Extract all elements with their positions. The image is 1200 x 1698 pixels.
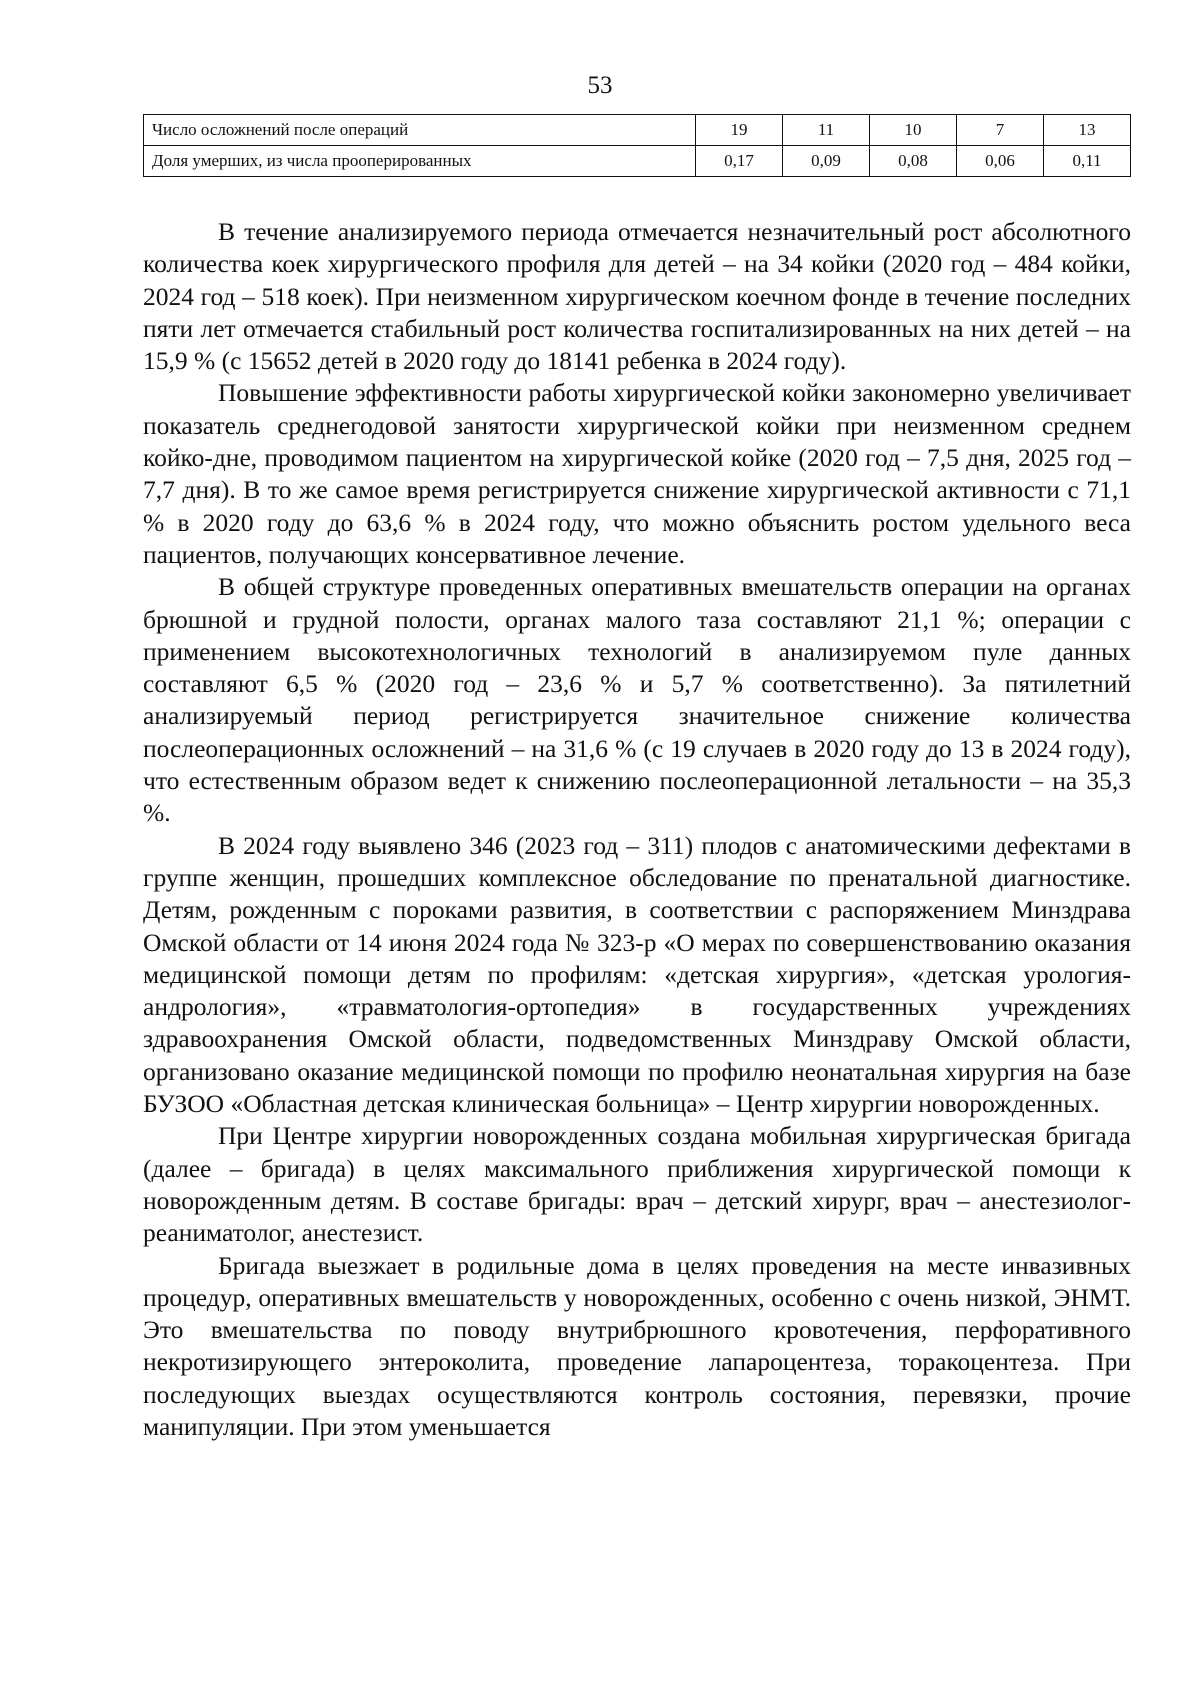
- table-row: [144, 146, 1131, 177]
- table-cell: 0,11: [1044, 146, 1131, 177]
- table-row-label: Доля умерших, из числа прооперированных: [144, 146, 696, 177]
- table-cell: 7: [957, 115, 1044, 146]
- table-cell: 19: [696, 115, 783, 146]
- paragraph: В течение анализируемого периода отмечается незначительный рост абсолютного количества коек хирургического профиля для детей – на 34 койки (2020 год – 484 койки, 2024 год – 518 коек). При неизменном хирургическом коечном фонде в течение последних пяти лет отмечается стабильный рост количества госпитализированных на них детей – на 15,9 % (с 15652 детей в 2020 году до 18141 ребенка в 2024 году).: [143, 217, 1131, 376]
- body-text: [143, 216, 1131, 1443]
- paragraph: При Центре хирургии новорожденных создана мобильная хирургическая бригада (далее – бригада) в целях максимального приближения хирургической помощи к новорожденным детям. В составе бригады: врач – детский хирург, врач – анестезиолог-реаниматолог, анестезист.: [143, 1121, 1131, 1248]
- table-cell: 0,06: [957, 146, 1044, 177]
- table-row: [144, 115, 1131, 146]
- table-cell: 0,09: [783, 146, 870, 177]
- table-cell: 0,08: [870, 146, 957, 177]
- table-cell: 0,17: [696, 146, 783, 177]
- table-cell: 10: [870, 115, 957, 146]
- paragraph: В 2024 году выявлено 346 (2023 год – 311) плодов с анатомическими дефектами в группе женщин, прошедших комплексное обследование по пренатальной диагностике. Детям, рожденным с пороками развития, в соответствии с распоряжением Минздрава Омской области от 14 июня 2024 года № 323-р «О мерах по совершенствованию оказания медицинской помощи детям по профилям: «детская хирургия», «детская урология-андрология», «травматология-ортопедия» в государственных учреждениях здравоохранения Омской области, подведомственных Минздраву Омской области, организовано оказание медицинской помощи по профилю неонатальная хирургия на базе БУЗОО «Областная детская клиническая больница» – Центр хирургии новорожденных.: [143, 830, 1131, 1119]
- paragraph: В общей структуре проведенных оперативных вмешательств операции на органах брюшной и грудной полости, органах малого таза составляют 21,1 %; операции с применением высокотехнологичных технологий в анализируемом пуле данных составляют 6,5 % (2020 год – 23,6 % и 5,7 % соответственно). За пятилетний анализируемый период регистрируется значительное снижение количества послеоперационных осложнений – на 31,6 % (с 19 случаев в 2020 году до 13 в 2024 году), что естественным образом ведет к снижению послеоперационной летальности – на 35,3 %.: [143, 572, 1131, 828]
- page-number: 53: [587, 72, 613, 99]
- table-row-label: Число осложнений после операций: [144, 115, 696, 146]
- table-cell: 11: [783, 115, 870, 146]
- table-cell: 13: [1044, 115, 1131, 146]
- paragraph: Повышение эффективности работы хирургической койки закономерно увеличивает показатель среднегодовой занятости хирургической койки при неизменном среднем койко-дне, проводимом пациентом на хирургической койке (2020 год – 7,5 дня, 2025 год – 7,7 дня). В то же самое время регистрируется снижение хирургической активности с 71,1 % в 2020 году до 63,6 % в 2024 году, что можно объяснить ростом удельного веса пациентов, получающих консервативное лечение.: [143, 378, 1131, 569]
- paragraph: Бригада выезжает в родильные дома в целях проведения на месте инвазивных процедур, оперативных вмешательств у новорожденных, особенно с очень низкой, ЭНМТ. Это вмешательства по поводу внутрибрюшного кровотечения, перфоративного некротизирующего энтероколита, проведение лапароцентеза, торакоцентеза. При последующих выездах осуществляются контроль состояния, перевязки, прочие манипуляции. При этом уменьшается: [143, 1250, 1131, 1441]
- statistics-table: [143, 114, 1131, 177]
